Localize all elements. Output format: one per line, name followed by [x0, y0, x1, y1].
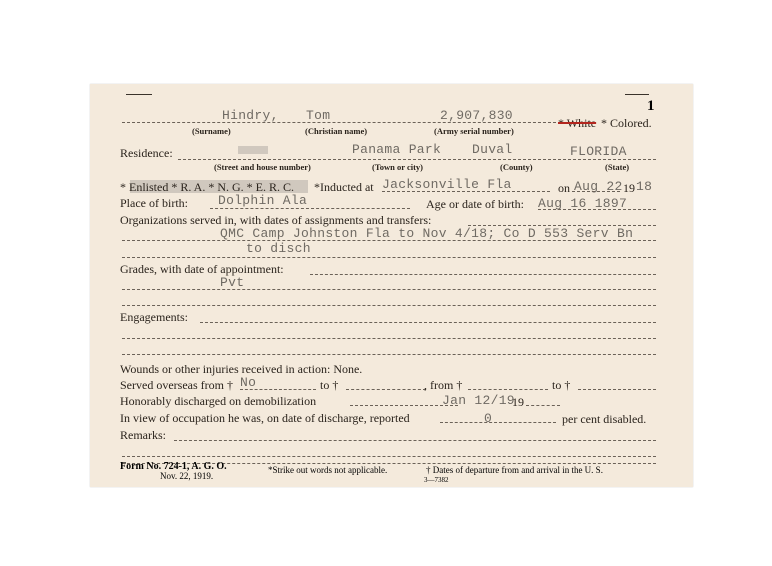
served-overseas-label: Served overseas from † [120, 378, 233, 392]
date-of-birth-line [538, 209, 656, 210]
served-overseas-from-value: No [240, 375, 257, 390]
grades-label: Grades, with date of appointment: [120, 262, 284, 276]
card-number: 1 [647, 98, 655, 114]
discharge-date-value: Jan 12/19 [442, 393, 515, 408]
race-colored-option: * Colored. [601, 116, 652, 130]
christian-name-value: Tom [306, 108, 331, 123]
engagements-line-0 [200, 322, 656, 323]
discharge-label: Honorably discharged on demobilization [120, 394, 317, 408]
surname-value: Hindry, [222, 108, 279, 123]
strike-note: *Strike out words not applicable. [268, 465, 388, 475]
disability-line [440, 422, 556, 423]
enlisted-options: * Enlisted * R. A. * N. G. * E. R. C. [120, 180, 295, 194]
discharge-year-prefix: 19 [512, 395, 524, 409]
grades-value: Pvt [220, 275, 245, 290]
overseas-from2-label: , from † [424, 378, 463, 392]
place-of-birth-line [210, 208, 410, 209]
dates-note: † Dates of departure from and arrival in the U. S. [426, 465, 603, 475]
organizations-label: Organizations served in, with dates of assignments and transfers: [120, 213, 432, 227]
form-date: Nov. 22, 1919. [160, 471, 214, 481]
service-record-card [90, 84, 693, 487]
engagements-label: Engagements: [120, 310, 188, 324]
inducted-date-line [572, 191, 620, 192]
inducted-place-value: Jacksonville Fla [382, 177, 512, 192]
header-line [122, 122, 556, 123]
engagements-line-2 [122, 354, 656, 355]
engagements-line-1 [122, 338, 656, 339]
state-label: (State) [605, 162, 630, 172]
wounds-label: Wounds or other injuries received in action: None. [120, 362, 363, 376]
corner-tick-left [126, 94, 152, 95]
date-of-birth-value: Aug 16 1897 [538, 196, 628, 211]
serial-label: (Army serial number) [434, 126, 514, 136]
remarks-line-1 [122, 456, 656, 457]
street-label: (Street and house number) [214, 162, 311, 172]
overseas-from2-line [468, 389, 548, 390]
christian-name-label: (Christian name) [305, 126, 368, 136]
print-code: 3—7382 [424, 476, 449, 484]
grades-line-1 [122, 289, 656, 290]
serial-number-value: 2,907,830 [440, 108, 513, 123]
disability-value: 0 [484, 411, 493, 426]
overseas-to2-label: to † [552, 378, 571, 392]
disability-suffix: per cent disabled. [562, 412, 647, 426]
inducted-year-value: 18 [636, 179, 653, 194]
place-of-birth-label: Place of birth: [120, 196, 188, 210]
surname-label: (Surname) [192, 126, 231, 136]
race-white-option: * White [558, 116, 597, 130]
remarks-line-0 [174, 440, 656, 441]
overseas-to-label: to † [320, 378, 339, 392]
date-of-birth-label: Age or date of birth: [426, 197, 524, 211]
overseas-to2-line [578, 389, 656, 390]
remarks-label: Remarks: [120, 428, 166, 442]
residence-county-value: Duval [472, 142, 513, 157]
town-label: (Town or city) [372, 162, 423, 172]
inducted-date-value: Aug 22 [574, 179, 623, 194]
organizations-line-1 [122, 240, 656, 241]
organizations-value-1: QMC Camp Johnston Fla to Nov 4/18; Co D 553 Serv Bn [220, 226, 634, 241]
disability-label: In view of occupation he was, on date of discharge, reported [120, 411, 410, 425]
wounds-value: None. [333, 362, 363, 376]
grades-line-0 [310, 274, 656, 275]
organizations-line-2 [122, 257, 656, 258]
residence-state-value: FLORIDA [570, 144, 627, 159]
inducted-label: *Inducted at [314, 180, 374, 194]
place-of-birth-value: Dolphin Ala [218, 193, 308, 208]
overseas-from-line [240, 389, 316, 390]
inducted-place-line [382, 191, 550, 192]
on-label: on [558, 181, 570, 195]
faded-street-mark [238, 146, 268, 154]
organizations-value-2: to disch [246, 241, 311, 256]
corner-tick-right [625, 94, 649, 95]
inducted-year-prefix: 19 [623, 181, 635, 195]
county-label: (County) [500, 162, 533, 172]
residence-line [178, 159, 656, 160]
discharge-year-line [526, 405, 560, 406]
grades-line-2 [122, 305, 656, 306]
form-number: Form No. 724-1, A. G. O. [120, 461, 227, 472]
overseas-to-line [346, 389, 426, 390]
residence-town-value: Panama Park [352, 142, 442, 157]
residence-label: Residence: [120, 146, 173, 160]
